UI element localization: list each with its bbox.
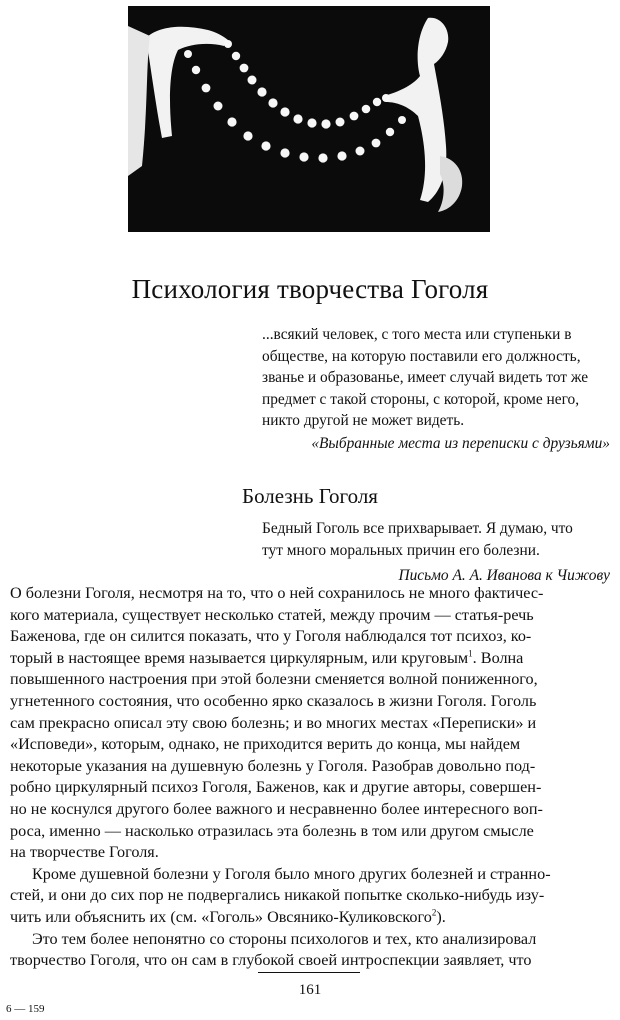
page-title: Психология творчества Гоголя [131, 274, 489, 304]
body-line-text: чить или объяснить их (см. «Гоголь» Овсянико-Куликовского [10, 907, 432, 926]
epigraph-line: званье и образованье, имеет случай видеть тот же [262, 369, 589, 387]
epigraph-line: никто другой не может видеть. [262, 412, 465, 430]
footnote-marker: 2 [431, 907, 437, 918]
epigraph-line: предмет с такой стороны, с которой, кроме него, [262, 390, 580, 408]
epigraph-line: Бедный Гоголь все прихварывает. Я думаю, что [262, 520, 573, 537]
body-line: сам прекрасно описал эту свою болезнь; и во многих местах «Переписки» и [10, 713, 537, 732]
body-line: некоторые указания на душевную болезнь у Гоголя. Разобрав довольно под- [10, 756, 536, 775]
footnote-marker: 1 [468, 648, 473, 659]
body-line: О болезни Гоголя, несмотря на то, что о ней сохранилось не много фактичес- [10, 584, 544, 602]
body-line: творчество Гоголя, что он сам в глубокой своей интроспекции заявляет, что [10, 951, 532, 970]
dancing-figures-with-pearl-necklace-icon [128, 6, 490, 232]
epigraph [262, 518, 610, 587]
body-line [10, 648, 610, 670]
body-line-text: . Волна [472, 648, 524, 667]
page-number: 161 [298, 982, 322, 998]
body-line: стей, и они до сих пор не подвергались никакой попытке сколько-нибудь изу- [10, 886, 545, 905]
body-line: но не коснулся другого более важного и несравненно более интересного воп- [10, 799, 543, 818]
epigraph [262, 324, 610, 455]
body-line: на творчестве Гоголя. [10, 843, 159, 862]
body-line: повышенного настроения при этой болезни сменяется волной пониженного, [10, 670, 538, 689]
body-text [10, 583, 610, 972]
epigraph-line: обществе, на которую поставили его должность, [262, 347, 581, 365]
epigraph-source: Письмо А. А. Иванова к Чижову [398, 567, 610, 585]
body-line: кого материала, существует несколько статей, между прочим — статья-речь [10, 605, 534, 624]
illustration [128, 6, 490, 232]
body-line [10, 907, 610, 929]
section-heading: Болезнь Гоголя [242, 484, 378, 508]
body-line-text: ). [436, 907, 446, 926]
body-line: робно циркулярный психоз Гоголя, Баженов, как и другие авторы, совершен- [10, 778, 542, 797]
body-line: угнетенного состояния, что особенно ярко сказалось в жизни Гоголя. Гоголь [10, 691, 537, 710]
body-line: Баженова, где он силится показать, что у Гоголя наблюдался тот психоз, ко- [10, 627, 532, 646]
epigraph-source: «Выбранные места из переписки с друзьями» [311, 434, 610, 452]
body-line: Кроме душевной болезни у Гоголя было много других болезней и странно- [32, 864, 551, 883]
printer-signature: 6 — 159 [6, 1003, 45, 1015]
body-line: «Исповеди», которым, однако, не приходится верить до конца, мы найдем [10, 735, 521, 754]
body-line: Это тем более непонятно со стороны психологов и тех, кто анализировал [32, 929, 537, 948]
footer-divider [258, 972, 360, 973]
epigraph-line: тут много моральных причин его болезни. [262, 541, 540, 559]
body-line-text: торый в настоящее время называется циркулярным, или круговым [10, 648, 469, 667]
body-line: роса, именно — насколько отразилась эта болезнь в том или другом смысле [10, 821, 534, 840]
epigraph-line: ...всякий человек, с того места или ступеньки в [262, 326, 572, 343]
